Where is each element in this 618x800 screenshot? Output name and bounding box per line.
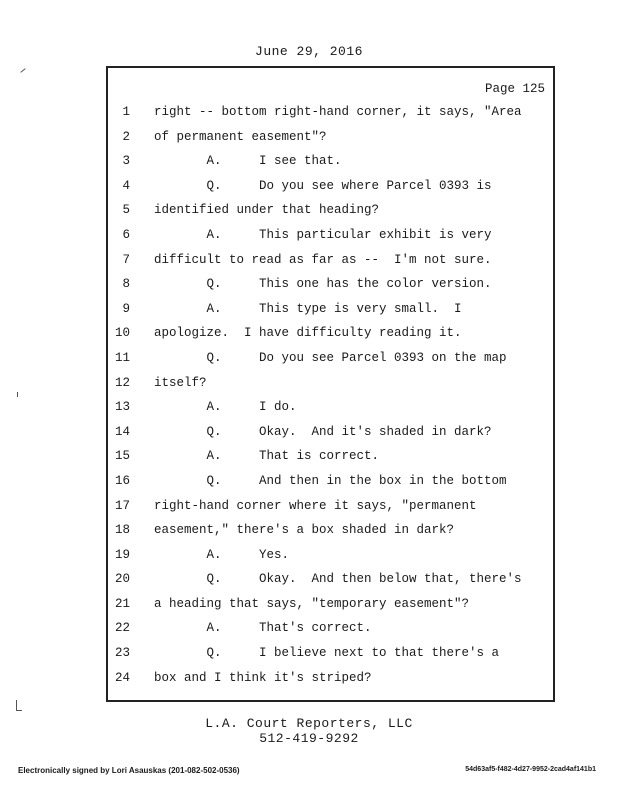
line-number: 19	[114, 547, 130, 562]
transcript-line	[108, 297, 553, 322]
line-number: 2	[122, 129, 130, 144]
transcript-line	[108, 616, 553, 641]
court-reporter-company: L.A. Court Reporters, LLC	[205, 716, 413, 731]
line-text: right -- bottom right-hand corner, it says, "Area	[154, 105, 522, 119]
transcript-line	[108, 321, 553, 346]
line-number: 10	[114, 326, 130, 341]
line-text: A. That's correct.	[154, 621, 372, 636]
line-number: 3	[122, 154, 130, 169]
court-reporter-phone: 512-419-9292	[259, 731, 359, 746]
line-number: 4	[122, 178, 130, 193]
line-text: Q. I believe next to that there's a	[154, 646, 500, 661]
line-text: Q. Do you see Parcel 0393 on the map	[154, 350, 507, 365]
transcript-line	[108, 248, 553, 273]
line-number: 22	[114, 621, 130, 636]
deposition-date: June 29, 2016	[255, 44, 363, 59]
line-text: identified under that heading?	[154, 203, 380, 218]
line-text: easement," there's a box shaded in dark?	[154, 523, 455, 538]
transcript-line	[108, 420, 553, 445]
line-text: A. This type is very small. I	[154, 301, 462, 316]
line-text: difficult to read as far as -- I'm not sure.	[154, 252, 492, 267]
transcript-line	[108, 469, 553, 494]
line-number: 20	[114, 572, 130, 587]
line-number: 5	[122, 203, 130, 218]
transcript-line	[108, 223, 553, 248]
transcript-line	[108, 395, 553, 420]
scan-artifact	[16, 710, 22, 711]
scan-artifact	[17, 392, 18, 397]
transcript-page-frame	[106, 66, 555, 702]
transcript-line	[108, 444, 553, 469]
line-number: 23	[114, 646, 130, 661]
line-number: 16	[114, 473, 130, 488]
line-text: A. Yes.	[154, 547, 290, 562]
electronic-signature: Electronically signed by Lori Asauskas (201-082-502-0536)	[18, 766, 240, 775]
transcript-line	[108, 125, 553, 150]
transcript-line	[108, 543, 553, 568]
line-number: 21	[114, 596, 130, 611]
line-text: Q. Okay. And it's shaded in dark?	[154, 424, 492, 439]
transcript-line	[108, 567, 553, 592]
scan-artifact	[20, 68, 25, 73]
line-number: 17	[114, 498, 130, 513]
line-text: right-hand corner where it says, "permanent	[154, 498, 477, 513]
transcript-line	[108, 518, 553, 543]
line-number: 15	[114, 449, 130, 464]
line-number: 11	[114, 350, 130, 365]
transcript-line	[108, 666, 553, 691]
line-text: A. That is correct.	[154, 449, 380, 464]
line-number: 6	[122, 227, 130, 242]
transcript-line	[108, 494, 553, 519]
page-number: Page 125	[484, 82, 545, 96]
transcript-line	[108, 100, 553, 125]
transcript-line	[108, 198, 553, 223]
line-number: 18	[114, 523, 130, 538]
transcript-line	[108, 174, 553, 199]
transcript-line	[108, 641, 553, 666]
line-text: box and I think it's striped?	[154, 670, 372, 685]
line-text: apologize. I have difficulty reading it.	[154, 326, 462, 341]
transcript-line	[108, 149, 553, 174]
line-text: A. I see that.	[154, 154, 342, 169]
transcript-line	[108, 592, 553, 617]
line-number: 9	[122, 301, 130, 316]
transcript-line	[108, 346, 553, 371]
line-text: A. I do.	[154, 400, 297, 415]
line-text: A. This particular exhibit is very	[154, 227, 492, 242]
line-text: Q. Okay. And then below that, there's	[154, 572, 522, 587]
line-number: 1	[122, 105, 130, 119]
line-number: 7	[122, 252, 130, 267]
transcript-lines	[108, 100, 553, 690]
line-number: 14	[114, 424, 130, 439]
line-text: Q. Do you see where Parcel 0393 is	[154, 178, 492, 193]
document-id: 54d63af5-f482-4d27-9952-2cad4af141b1	[465, 766, 596, 773]
transcript-line	[108, 272, 553, 297]
line-number: 13	[114, 400, 130, 415]
line-text: Q. And then in the box in the bottom	[154, 473, 507, 488]
line-number: 8	[122, 277, 130, 292]
line-number: 24	[114, 670, 130, 685]
scan-artifact	[16, 700, 17, 710]
line-text: of permanent easement"?	[154, 129, 327, 144]
line-text: itself?	[154, 375, 207, 390]
line-text: Q. This one has the color version.	[154, 277, 492, 292]
transcript-line	[108, 371, 553, 396]
line-number: 12	[114, 375, 130, 390]
line-text: a heading that says, "temporary easement"?	[154, 596, 470, 611]
